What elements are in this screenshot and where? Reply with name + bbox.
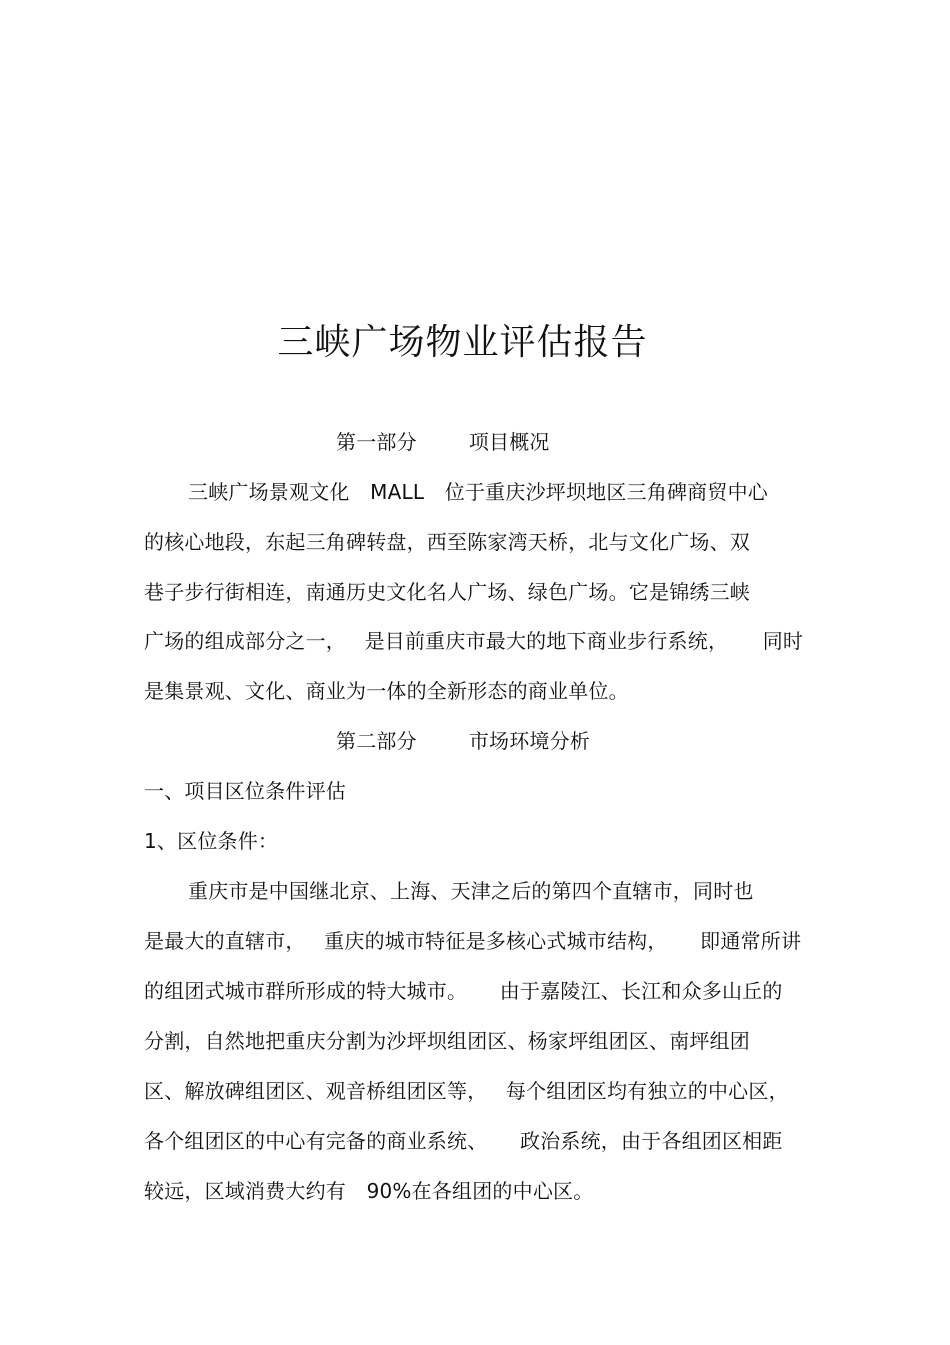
part1-title: 项目概况: [468, 430, 550, 454]
text-segment: 是目前重庆市最大的地下商业步行系统，: [364, 629, 729, 653]
text-segment: 是最大的直辖市，: [144, 929, 306, 953]
part2-label: 第二部分: [336, 729, 417, 753]
part1-heading: [336, 428, 550, 456]
paragraph-line: [144, 1077, 789, 1105]
paragraph-line: [144, 1177, 593, 1205]
text-segment: 广场的组成部分之一，: [144, 629, 346, 653]
text-segment: 每个组团区均有独立的中心区，: [505, 1079, 789, 1103]
text-segment: 位于重庆沙坪坝地区三角碑商贸中心: [444, 480, 768, 504]
paragraph-line: 的核心地段，东起三角碑转盘，西至陈家湾天桥，北与文化广场、双: [144, 530, 750, 554]
part2-title: 市场环境分析: [468, 729, 591, 753]
text-segment: 较远，区域消费大约有: [144, 1179, 346, 1203]
text-segment: MALL: [370, 480, 425, 504]
text-segment: 同时: [762, 629, 804, 653]
paragraph-line: 分割，自然地把重庆分割为沙坪坝组团区、杨家坪组团区、南坪组团: [144, 1029, 750, 1053]
paragraph-line: 巷子步行街相连，南通历史文化名人广场、绿色广场。它是锦绣三峡: [144, 580, 750, 604]
text-segment: 由于嘉陵江、长江和众多山丘的: [499, 979, 783, 1003]
paragraph-line: [144, 977, 783, 1005]
text-segment: 区、解放碑组团区、观音桥组团区等，: [144, 1079, 488, 1103]
text-segment: 政治系统，由于各组团区相距: [519, 1129, 783, 1153]
text-segment: 重庆的城市特征是多核心式城市结构，: [324, 929, 668, 953]
document-title: 三峡广场物业评估报告: [277, 322, 648, 363]
subsection-heading: 1、区位条件：: [144, 829, 279, 853]
paragraph-line: [144, 927, 801, 955]
text-segment: 的组团式城市群所形成的特大城市。: [144, 979, 468, 1003]
part2-heading: [336, 727, 590, 755]
part1-label: 第一部分: [336, 430, 417, 454]
paragraph-line: [144, 627, 803, 655]
text-segment: 各个组团区的中心有完备的商业系统、: [144, 1129, 488, 1153]
text-segment: 即通常所讲: [700, 929, 802, 953]
paragraph-line: 重庆市是中国继北京、上海、天津之后的第四个直辖市，同时也: [188, 879, 754, 903]
paragraph-line: 是集景观、文化、商业为一体的全新形态的商业单位。: [144, 679, 629, 703]
section-heading: 一、项目区位条件评估: [144, 779, 346, 803]
text-segment: 90%在各组团的中心区。: [366, 1179, 594, 1203]
paragraph-line: [188, 478, 768, 506]
paragraph-line: [144, 1127, 783, 1155]
text-segment: 三峡广场景观文化: [188, 480, 350, 504]
